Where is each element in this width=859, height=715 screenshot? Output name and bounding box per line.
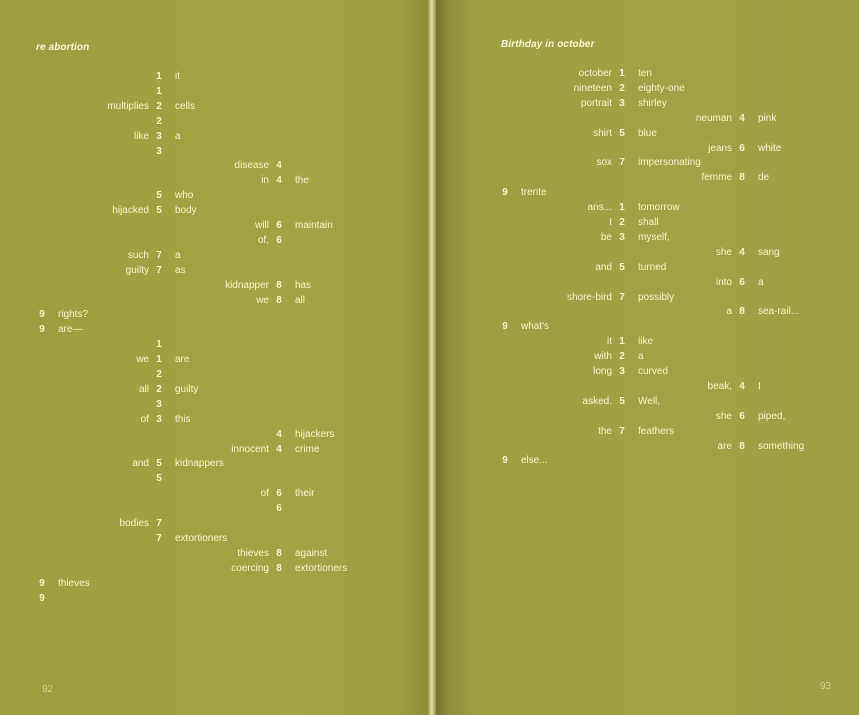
word-after-number: extortioners xyxy=(295,562,348,574)
word-after-number: eighty-one xyxy=(638,82,685,94)
line-number: 4 xyxy=(739,246,745,258)
poem-line xyxy=(0,85,431,98)
line-number: 5 xyxy=(619,127,625,139)
line-number: 8 xyxy=(276,279,282,291)
word-after-number: white xyxy=(758,142,782,154)
poem-line xyxy=(0,115,431,128)
poem-line xyxy=(431,201,859,214)
word-before-number: portrait xyxy=(580,97,612,109)
word-before-number: bodies xyxy=(119,518,149,529)
poem-line xyxy=(0,308,431,321)
poem-line xyxy=(0,219,431,232)
poem-line xyxy=(431,395,859,408)
word-before-number: long xyxy=(593,366,612,377)
word-before-number: we xyxy=(136,354,149,366)
line-number: 3 xyxy=(619,231,625,243)
line-number: 4 xyxy=(276,443,282,455)
word-after-number: else... xyxy=(521,455,548,467)
line-number: 2 xyxy=(156,369,162,380)
line-number: 9 xyxy=(39,577,45,589)
line-number: 4 xyxy=(276,175,282,187)
line-number: 8 xyxy=(739,172,745,184)
poem-line xyxy=(0,398,431,411)
poem-line xyxy=(0,264,431,277)
poem-line xyxy=(431,82,859,95)
line-number: 6 xyxy=(739,276,745,288)
line-number: 5 xyxy=(156,458,162,470)
word-after-number: as xyxy=(175,264,186,276)
poem-line xyxy=(431,380,859,393)
word-before-number: ans... xyxy=(587,202,612,214)
poem-line xyxy=(0,204,431,217)
word-after-number: this xyxy=(175,413,191,425)
poem-line xyxy=(0,145,431,158)
poem-line xyxy=(431,425,859,438)
poem-line xyxy=(431,246,859,259)
word-after-number: a xyxy=(175,130,181,142)
word-before-number: sox xyxy=(596,157,612,169)
word-after-number: guilty xyxy=(175,383,199,395)
word-after-number: cells xyxy=(175,100,196,112)
line-number: 8 xyxy=(739,306,745,318)
poem-line xyxy=(0,353,431,366)
word-after-number: hijackers xyxy=(295,428,335,440)
line-number: 6 xyxy=(739,410,745,422)
word-after-number: has xyxy=(295,279,312,291)
poem-line xyxy=(0,502,431,515)
poem-line xyxy=(431,291,859,304)
line-number: 9 xyxy=(502,321,508,333)
word-after-number: thieves xyxy=(58,577,90,589)
word-before-number: october xyxy=(578,68,612,79)
word-after-number: sang xyxy=(758,246,780,258)
poem-line xyxy=(431,365,859,378)
word-after-number: the xyxy=(295,175,309,187)
poem-line xyxy=(431,67,859,80)
word-after-number: impersonating xyxy=(638,157,701,169)
line-number: 9 xyxy=(502,455,508,467)
word-after-number: turned xyxy=(638,261,667,273)
line-number: 1 xyxy=(156,354,162,366)
poem-line xyxy=(0,189,431,202)
word-before-number: of xyxy=(140,413,149,425)
line-number: 6 xyxy=(276,220,282,231)
poem-line xyxy=(0,368,431,381)
word-after-number: kidnappers xyxy=(175,458,224,470)
word-after-number: shall xyxy=(638,217,659,228)
line-number: 1 xyxy=(619,68,625,79)
word-before-number: such xyxy=(127,249,149,261)
poem-line xyxy=(0,577,431,590)
line-number: 3 xyxy=(619,97,625,109)
word-after-number: who xyxy=(175,190,194,202)
word-before-number: and xyxy=(132,458,149,470)
line-number: 9 xyxy=(39,592,45,604)
word-before-number: I xyxy=(609,217,612,228)
word-after-number: myself, xyxy=(638,231,670,243)
word-after-number: I xyxy=(758,380,761,392)
poem-line xyxy=(0,413,431,426)
poem-line xyxy=(431,350,859,363)
line-number: 3 xyxy=(156,413,162,425)
poem-line xyxy=(431,142,859,155)
poem-line xyxy=(431,335,859,348)
poem-line xyxy=(0,159,431,172)
poem-line xyxy=(431,127,859,140)
word-after-number: piped, xyxy=(758,410,786,422)
line-number: 7 xyxy=(619,425,625,437)
word-before-number: guilty xyxy=(125,264,149,276)
word-after-number: trente xyxy=(521,187,547,199)
line-number: 2 xyxy=(156,115,162,127)
word-after-number: ten xyxy=(638,68,652,79)
line-number: 2 xyxy=(619,217,625,228)
line-number: 5 xyxy=(156,205,162,217)
left-page-number: 92 xyxy=(42,684,54,695)
line-number: 7 xyxy=(156,532,162,544)
line-number: 1 xyxy=(156,339,162,351)
line-number: 8 xyxy=(739,440,745,452)
line-number: 8 xyxy=(276,547,282,559)
line-number: 6 xyxy=(276,234,282,246)
word-before-number: it xyxy=(607,336,612,348)
line-number: 8 xyxy=(276,562,282,574)
poem-line xyxy=(0,383,431,396)
word-before-number: will xyxy=(255,220,269,231)
poem-line xyxy=(431,216,859,229)
poem-line xyxy=(0,472,431,485)
poem-line xyxy=(0,234,431,247)
poem-line xyxy=(0,249,431,262)
line-number: 6 xyxy=(276,503,282,515)
word-before-number: asked. xyxy=(582,395,612,407)
word-before-number: hijacked xyxy=(112,205,149,217)
word-before-number: jeans xyxy=(708,142,732,154)
poem-line xyxy=(0,562,431,575)
line-number: 7 xyxy=(156,249,162,261)
word-after-number: tomorrow xyxy=(638,202,680,214)
line-number: 9 xyxy=(502,187,508,199)
word-before-number: a xyxy=(726,306,732,318)
line-number: 3 xyxy=(156,130,162,142)
word-after-number: maintain xyxy=(295,220,333,231)
line-number: 3 xyxy=(156,398,162,410)
word-before-number: shirt xyxy=(593,127,612,139)
word-after-number: curved xyxy=(638,366,669,377)
word-after-number: blue xyxy=(638,127,657,139)
word-before-number: of xyxy=(260,488,269,500)
line-number: 5 xyxy=(156,190,162,202)
line-number: 4 xyxy=(276,428,282,440)
word-after-number: it xyxy=(175,71,180,82)
word-before-number: of, xyxy=(257,234,269,246)
line-number: 7 xyxy=(156,264,162,276)
poem-line xyxy=(431,410,859,423)
line-number: 7 xyxy=(156,518,162,529)
poem-line xyxy=(431,97,859,110)
line-number: 3 xyxy=(156,145,162,157)
word-after-number: extortioners xyxy=(175,532,228,544)
word-before-number: neuman xyxy=(695,112,732,124)
line-number: 1 xyxy=(619,202,625,214)
poem-line xyxy=(0,487,431,500)
word-before-number: the xyxy=(598,425,612,437)
right-page xyxy=(431,0,859,715)
right-page-number: 93 xyxy=(820,681,832,692)
word-after-number: something xyxy=(758,440,805,452)
line-number: 5 xyxy=(619,395,625,407)
poem-line xyxy=(431,186,859,199)
line-number: 2 xyxy=(156,383,162,395)
word-after-number: body xyxy=(175,205,197,217)
word-before-number: shore-bird xyxy=(566,291,612,303)
book-gutter xyxy=(428,0,436,715)
word-after-number: like xyxy=(638,336,654,348)
poem-line xyxy=(431,112,859,125)
word-after-number: a xyxy=(758,276,764,288)
word-before-number: femme xyxy=(701,172,732,184)
line-number: 2 xyxy=(619,82,625,94)
word-after-number: sea-rail... xyxy=(758,306,800,318)
line-number: 3 xyxy=(619,366,625,377)
poem-line xyxy=(0,428,431,441)
word-after-number: crime xyxy=(295,443,320,455)
left-poem-title: re abortion xyxy=(36,42,90,53)
line-number: 4 xyxy=(739,380,745,392)
word-after-number: a xyxy=(638,351,644,363)
line-number: 9 xyxy=(39,324,45,336)
line-number: 4 xyxy=(276,160,282,172)
line-number: 6 xyxy=(276,488,282,500)
line-number: 2 xyxy=(619,351,625,363)
word-before-number: and xyxy=(595,261,612,273)
poem-line xyxy=(0,174,431,187)
poem-line xyxy=(431,231,859,244)
line-number: 2 xyxy=(156,100,162,112)
word-before-number: nineteen xyxy=(573,82,612,94)
line-number: 1 xyxy=(156,71,162,82)
word-before-number: into xyxy=(715,276,732,288)
poem-line xyxy=(431,171,859,184)
word-before-number: like xyxy=(133,130,149,142)
line-number: 1 xyxy=(156,85,162,97)
word-after-number: what's xyxy=(521,321,550,333)
right-poem xyxy=(431,0,859,715)
word-after-number: shirley xyxy=(638,97,667,109)
word-before-number: all xyxy=(138,383,149,395)
poem-line xyxy=(431,156,859,169)
word-after-number: are xyxy=(175,354,190,366)
word-after-number: are— xyxy=(58,324,83,336)
word-before-number: thieves xyxy=(237,547,269,559)
word-after-number: all xyxy=(295,294,306,306)
word-after-number: feathers xyxy=(638,425,675,437)
word-before-number: are xyxy=(717,440,732,452)
word-before-number: we xyxy=(256,294,269,306)
poem-line xyxy=(431,454,859,467)
poem-line xyxy=(0,547,431,560)
word-after-number: possibly xyxy=(638,291,675,303)
poem-line xyxy=(0,457,431,470)
word-before-number: be xyxy=(600,231,612,243)
poem-line xyxy=(431,261,859,274)
poem-line xyxy=(0,517,431,530)
right-poem-title: Birthday in october xyxy=(501,39,595,50)
line-number: 7 xyxy=(619,157,625,169)
word-before-number: innocent xyxy=(231,443,269,455)
word-after-number: pink xyxy=(758,112,777,124)
word-before-number: disease xyxy=(234,160,269,172)
poem-line xyxy=(0,279,431,292)
poem-line xyxy=(431,276,859,289)
line-number: 5 xyxy=(619,261,625,273)
word-before-number: with xyxy=(594,351,612,363)
poem-line xyxy=(0,323,431,336)
line-number: 5 xyxy=(156,473,162,485)
line-number: 7 xyxy=(619,291,625,303)
poem-line xyxy=(431,305,859,318)
word-after-number: against xyxy=(295,547,328,559)
word-before-number: coercing xyxy=(231,562,269,574)
poem-line xyxy=(0,130,431,143)
line-number: 1 xyxy=(619,336,625,348)
poem-line xyxy=(0,532,431,545)
poem-line xyxy=(0,100,431,113)
poem-line xyxy=(0,443,431,456)
line-number: 6 xyxy=(739,142,745,154)
word-after-number: Well, xyxy=(638,395,661,407)
poem-line xyxy=(0,592,431,605)
word-after-number: a xyxy=(175,249,181,261)
line-number: 4 xyxy=(739,112,745,124)
word-after-number: rights? xyxy=(58,309,89,321)
word-before-number: multiplies xyxy=(107,100,149,112)
word-after-number: their xyxy=(295,488,315,500)
word-after-number: de xyxy=(758,172,770,184)
word-before-number: she xyxy=(715,410,732,422)
poem-line xyxy=(0,338,431,351)
poem-line xyxy=(0,294,431,307)
line-number: 9 xyxy=(39,309,45,321)
poem-line xyxy=(431,440,859,453)
poem-line xyxy=(431,320,859,333)
poem-line xyxy=(0,70,431,83)
word-before-number: kidnapper xyxy=(225,279,269,291)
word-before-number: beak, xyxy=(707,380,732,392)
word-before-number: she xyxy=(715,246,732,258)
word-before-number: in xyxy=(261,175,269,187)
line-number: 8 xyxy=(276,294,282,306)
